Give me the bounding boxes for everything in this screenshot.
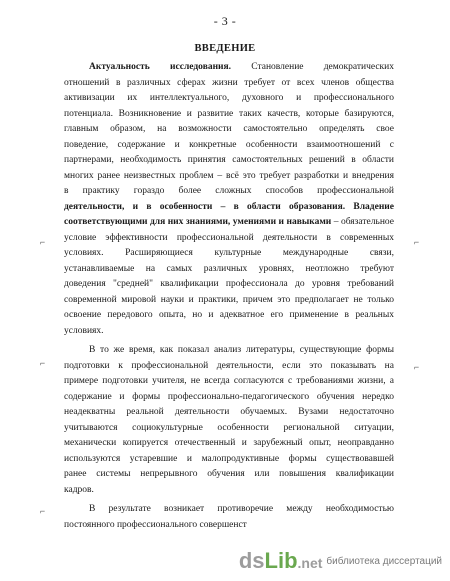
paragraph-line: подготовки к профессиональной деятельности, если это показывать на	[64, 360, 394, 371]
paragraph-line: примере подготовки учителя, не всегда согласуются с требованиями жизни, а	[64, 376, 394, 386]
paragraph-line-bold: деятельности, и в особенности – в области образования. Владение	[64, 201, 394, 212]
paragraph-line: поведение, содержание и конкретные особенности взаимоотношений с	[64, 139, 394, 150]
paragraph-line: потенциала. Возникновение и развитие таких качеств, которые базируются,	[64, 108, 394, 119]
watermark-tagline: библиотека диссертаций	[326, 555, 442, 567]
margin-mark: ⌐	[40, 506, 46, 516]
paragraph-line: ранее системы непрерывного обучения или повышения квалификации	[64, 469, 394, 479]
page-number: - 3 -	[213, 14, 237, 28]
paragraph-line: учитываются социокультурные особенности региональной ситуации,	[64, 422, 394, 433]
paragraph-line: отношений в различных сферах жизни требует от всех членов общества	[64, 77, 394, 88]
paragraph-line: используются устаревшие и малопродуктивные формы существовавшей	[64, 453, 394, 464]
section-heading: ВВЕДЕНИЕ	[194, 43, 256, 54]
paragraph-line: в практику гораздо более сложных способов профессиональной	[64, 186, 394, 196]
paragraph-line: неадекватны реальной деятельности обучаемых. Вузами недостаточно	[64, 407, 394, 417]
paragraph-line: Актуальность исследования. Становление демократических	[89, 62, 395, 72]
margin-mark: ⌐	[40, 237, 46, 247]
watermark	[237, 547, 444, 575]
document-body	[64, 60, 394, 533]
paragraph-line: многих ранее неизвестных проблем – всё это требует разработки и внедрения	[64, 170, 394, 181]
paragraph-line: освоение передового опыта, но и адекватное его применение в реальных	[64, 310, 394, 320]
lead-bold-text: Актуальность исследования.	[89, 62, 232, 72]
paragraph-line: постоянного профессионального совершенст	[64, 519, 247, 530]
paragraph-line: В то же время, как показал анализ литературы, существующие формы	[89, 345, 394, 355]
paragraph-line: соответствующими для них знаниями, умениями и навыками – обязательное	[64, 217, 394, 227]
paragraph-line: устанавливаемые на самых различных уровнях, неотложно требуют	[64, 263, 394, 274]
paragraph-line: главным образом, на возможности самостоятельно определять свое	[64, 124, 394, 134]
paragraph-line: активизации их интеллектуального, духовного и профессионального	[64, 93, 394, 103]
paragraph-line: партнерами, необходимость принятия самостоятельных решений в области	[64, 155, 394, 165]
margin-mark: ⌐	[414, 362, 420, 372]
paragraph-line: кадров.	[64, 484, 94, 495]
paragraph-line: условиях. Расширяющиеся культурные международные связи,	[64, 248, 394, 258]
paragraph-line: современной мировой науки и практики, причем это предполагает не только	[64, 294, 394, 305]
paragraph-line: содержание и формы профессионально-педагогического обучения нередко	[64, 391, 394, 402]
dslib-logo: ds Lib .net	[238, 548, 323, 573]
margin-mark: ⌐	[414, 237, 420, 247]
paragraph-line: условиях.	[64, 325, 104, 336]
paragraph-line: В результате возникает противоречие между необходимостью	[89, 504, 394, 514]
margin-mark: ⌐	[40, 358, 46, 368]
paragraph-line: механически копируется отечественный и зарубежный опыт, неоправданно	[64, 438, 394, 448]
paragraph-line: доведения "средней" квалификации профессионала до уровня требований	[64, 279, 394, 289]
paragraph-line: условие эффективности профессиональной деятельности в современных	[64, 232, 394, 243]
